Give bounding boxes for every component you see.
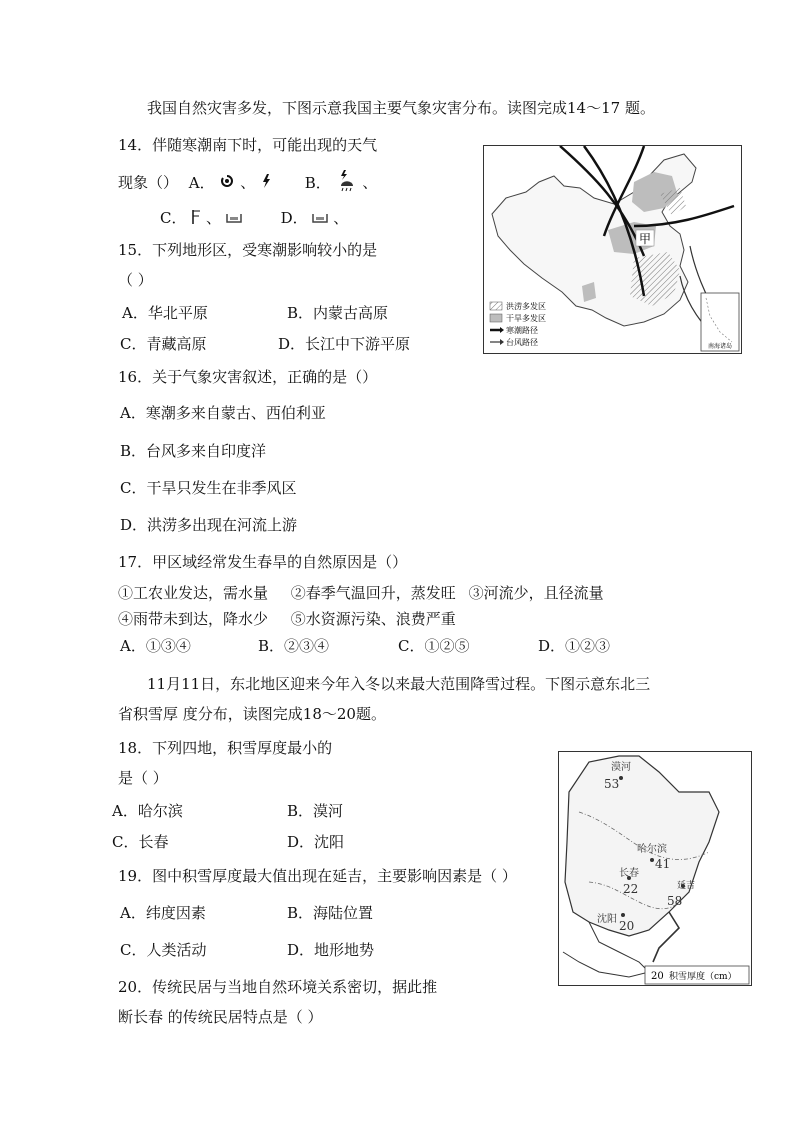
intro-paragraph-2-line1: 11月11日，东北地区迎来今年入冬以来最大范围降雪过程。下图示意东北三 [147, 675, 651, 693]
q15-option-d[interactable]: D．长江中下游平原 [278, 335, 411, 353]
city-harbin-name: 哈尔滨 [637, 844, 667, 855]
fog-icon [226, 209, 242, 229]
lightning-icon [260, 173, 272, 194]
q15-option-b[interactable]: B．内蒙古高原 [287, 304, 389, 322]
q17-item-5: ⑤水资源污染、浪费严重 [290, 610, 456, 628]
city-mohe-value: 53 [604, 777, 620, 791]
snow-legend-value: 20 [651, 971, 664, 982]
china-disaster-map [483, 145, 742, 354]
typhoon-icon [219, 173, 235, 194]
q18-stem2: 是（ ） [118, 769, 168, 787]
q19-option-d[interactable]: D．地形地势 [287, 941, 375, 959]
q15-option-c[interactable]: C．青藏高原 [120, 335, 207, 353]
q16-option-a[interactable]: A．寒潮多来自蒙古、西伯利亚 [120, 404, 326, 422]
legend-drought-swatch [490, 314, 502, 322]
q19-option-c[interactable]: C．人类活动 [120, 941, 207, 959]
q17-option-b[interactable]: B．②③④ [258, 637, 330, 655]
legend-drought-label: 干旱多发区 [506, 314, 546, 323]
q18-option-d[interactable]: D．沈阳 [287, 833, 345, 851]
q16-option-c[interactable]: C．干旱只发生在非季风区 [120, 479, 297, 497]
q14-option-b-label[interactable]: B． [304, 173, 331, 192]
q17-line2 [118, 609, 456, 629]
city-shenyang-name: 沈阳 [597, 914, 617, 925]
q17-item-1: ①工农业发达，需水量 [118, 584, 269, 602]
city-shenyang-value: 20 [619, 919, 635, 933]
q19-option-b[interactable]: B．海陆位置 [287, 904, 374, 922]
q14-option-d-label[interactable]: D． [280, 209, 308, 227]
city-changchun-name: 长春 [619, 868, 639, 879]
q16-option-d[interactable]: D．洪涝多出现在河流上游 [120, 516, 298, 534]
q20-stem2: 断长春 的传统民居特点是（ ） [118, 1008, 323, 1026]
q15-paren: （ ） [118, 271, 153, 289]
q17-item-2: ②春季气温回升，蒸发旺 [290, 584, 456, 602]
q17-option-c[interactable]: C．①②⑤ [398, 637, 470, 655]
q19-stem: 19．图中积雪厚度最大值出现在延吉，主要影响因素是（ ） [118, 867, 517, 885]
q14-option-a-label[interactable]: A． [188, 173, 215, 192]
q14-sep-b: 、 [362, 173, 378, 192]
q17-item-4: ④雨带未到达，降水少 [118, 610, 269, 628]
q14-stem2: 现象（） [118, 173, 179, 192]
legend-flood-label: 洪涝多发区 [506, 302, 546, 311]
legend-cold-label: 寒潮路径 [506, 326, 538, 335]
q18-stem: 18．下列四地，积雪厚度最小的 [118, 739, 333, 757]
q16-option-b[interactable]: B．台风多来自印度洋 [120, 442, 267, 460]
thunder-rain-icon [336, 170, 358, 197]
q14-sep: 、 [240, 173, 256, 192]
intro-paragraph-1: 我国自然灾害多发，下图示意我国主要气象灾害分布。读图完成14～17 题。 [147, 99, 655, 117]
inset-label: 南海诸岛 [707, 343, 733, 350]
q17-option-d[interactable]: D．①②③ [538, 637, 611, 655]
city-yanji-value: 58 [667, 894, 683, 908]
q14-stem: 14．伴随寒潮南下时，可能出现的天气 [118, 136, 378, 154]
snow-legend-text: 积雪厚度（cm） [669, 972, 737, 982]
q18-option-b[interactable]: B．漠河 [287, 802, 344, 820]
q17-stem: 17．甲区域经常发生春旱的自然原因是（） [118, 553, 408, 571]
northeast-snow-map [558, 751, 752, 986]
q15-stem: 15．下列地形区，受寒潮影响较小的是 [118, 241, 378, 259]
q18-option-c[interactable]: C．长春 [112, 833, 169, 851]
q19-option-a[interactable]: A．纬度因素 [120, 904, 206, 922]
city-changchun-value: 22 [623, 882, 639, 896]
q15-option-a[interactable]: A．华北平原 [122, 304, 208, 322]
q20-stem: 20．传统民居与当地自然环境关系密切，据此推 [118, 978, 438, 996]
map1-legend [490, 301, 546, 347]
legend-flood-swatch [490, 302, 502, 310]
q14-option-c-label[interactable]: C． [160, 209, 187, 227]
q17-item-3: ③河流少，且径流量 [468, 584, 604, 602]
city-harbin-value: 41 [655, 857, 671, 871]
city-mohe-name: 漠河 [611, 762, 631, 773]
q17-option-a[interactable]: A．①③④ [120, 637, 191, 655]
q18-option-a[interactable]: A．哈尔滨 [112, 802, 183, 820]
wind-flag-icon [191, 209, 201, 230]
jia-label: 甲 [638, 232, 652, 246]
q14-line3 [160, 208, 348, 230]
legend-typhoon-label: 台风路径 [506, 338, 538, 347]
city-yanji-name: 延吉 [677, 881, 696, 891]
q14-sep-c: 、 [206, 209, 222, 227]
snow-map-svg [559, 752, 751, 985]
q14-sep-d: 、 [333, 209, 349, 227]
china-map-svg [484, 146, 741, 353]
intro-paragraph-2-line2: 省积雪厚 度分布，读图完成18～20题。 [118, 705, 386, 723]
q17-line1 [118, 583, 604, 603]
fog-icon-d [312, 209, 328, 229]
q14-line2 [118, 170, 377, 197]
q16-stem: 16．关于气象灾害叙述，正确的是（） [118, 368, 378, 386]
